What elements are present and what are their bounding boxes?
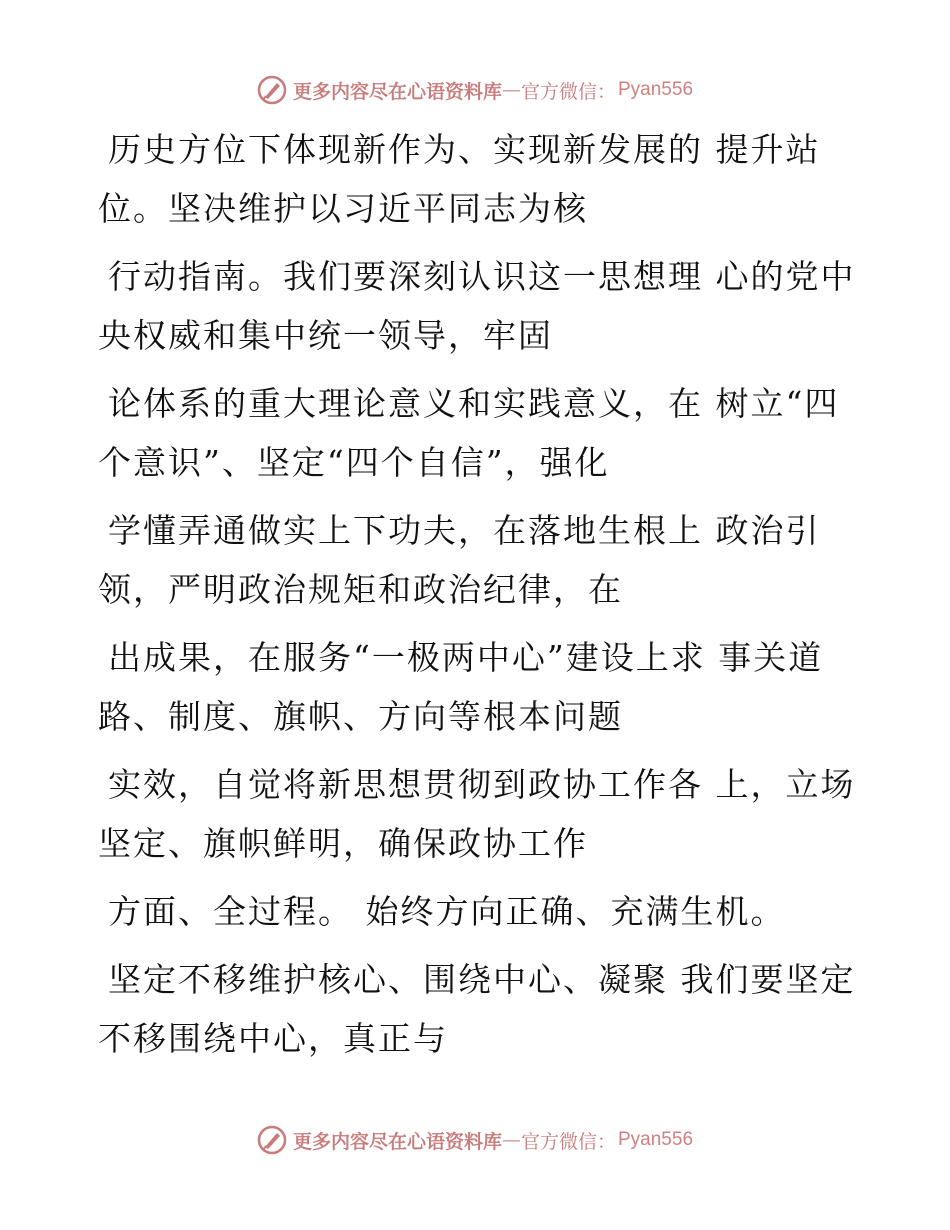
banner-dash: — — [501, 1129, 521, 1151]
text-line: 历史方位下体现新作为、实现新发展的 提升站 — [108, 130, 821, 169]
text-line: 领，严明政治规矩和政治纪律，在 — [98, 570, 623, 609]
text-line: 实效，自觉将新思想贯彻到政协工作各 上，立场 — [108, 765, 856, 804]
paragraph — [98, 374, 858, 492]
quill-logo-icon — [257, 75, 287, 105]
paragraph — [98, 755, 858, 873]
text-line: 个意识”、坚定“四个自信”，强化 — [98, 443, 610, 482]
document-body — [98, 120, 858, 1068]
banner-wechat-label: 官方微信： — [520, 1130, 616, 1153]
text-line: 路、制度、旗帜、方向等根本问题 — [98, 697, 623, 736]
paragraph — [98, 628, 858, 746]
footer-watermark — [0, 1120, 950, 1160]
text-line: 出成果，在服务“一极两中心”建设上求 事关道 — [108, 638, 824, 677]
header-watermark — [0, 70, 950, 110]
text-line: 坚定、旗帜鲜明，确保政协工作 — [98, 824, 588, 863]
banner-wechat-id: Pyan556 — [618, 79, 694, 100]
text-line: 坚定不移维护核心、围绕中心、凝聚 我们要坚定 — [108, 960, 856, 999]
banner-dash: — — [501, 79, 521, 101]
text-line: 行动指南。我们要深刻认识这一思想理 心的党中 — [108, 257, 856, 296]
text-line: 方面、全过程。 始终方向正确、充满生机。 — [108, 892, 786, 931]
banner-wechat-id: Pyan556 — [618, 1129, 694, 1150]
text-line: 央权威和集中统一领导，牢固 — [98, 316, 553, 355]
paragraph — [98, 247, 858, 365]
text-line: 论体系的重大理论意义和实践意义，在 树立“四 — [108, 384, 840, 423]
banner-title: 更多内容尽在心语资料库 — [292, 1130, 502, 1153]
banner-title: 更多内容尽在心语资料库 — [292, 80, 502, 103]
paragraph — [98, 120, 858, 238]
banner-wechat-label: 官方微信： — [520, 80, 616, 103]
text-line: 位。坚决维护以习近平同志为核 — [98, 189, 588, 228]
paragraph — [98, 501, 858, 619]
quill-logo-icon — [257, 1125, 287, 1155]
text-line: 学懂弄通做实上下功夫，在落地生根上 政治引 — [108, 511, 821, 550]
paragraph — [98, 950, 858, 1068]
paragraph — [98, 882, 858, 941]
text-line: 不移围绕中心，真正与 — [98, 1019, 448, 1058]
